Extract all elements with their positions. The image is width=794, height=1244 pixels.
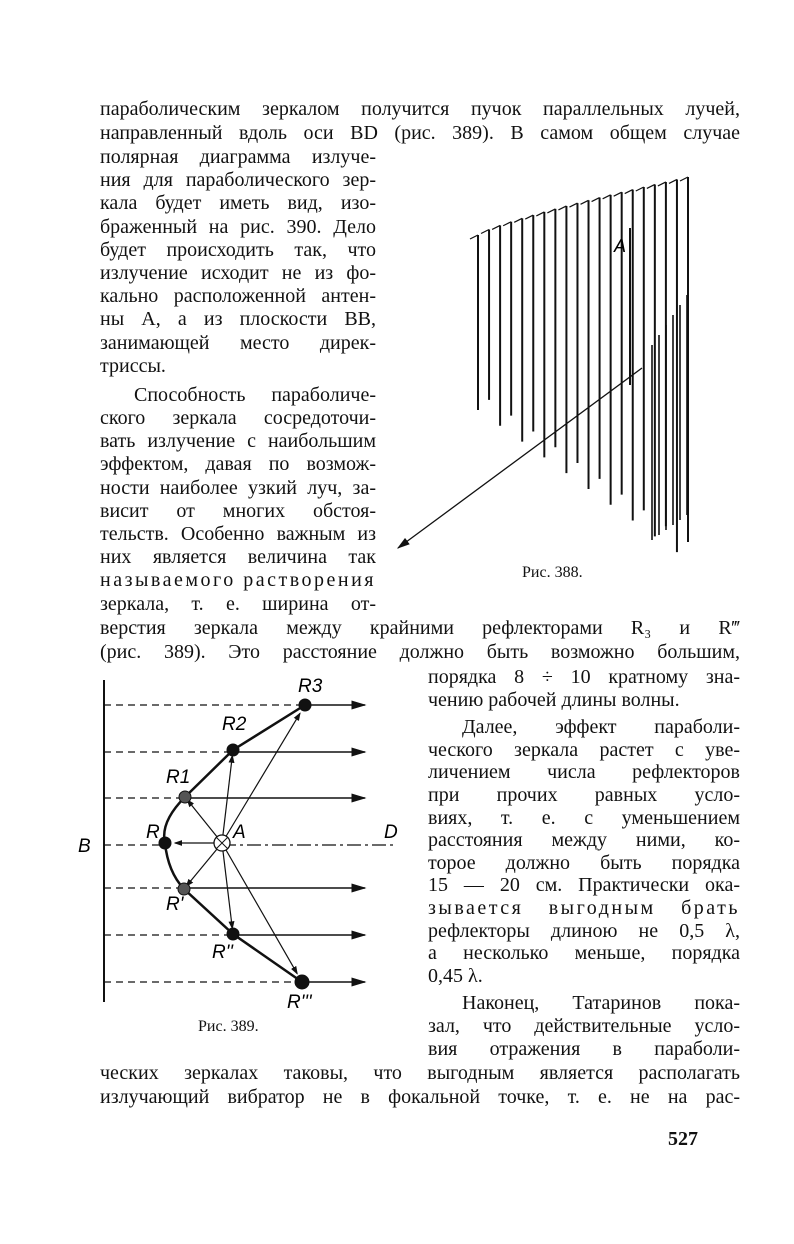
text-line: 15 — 20 см. Практически ока- (428, 874, 740, 897)
reflector-dot (159, 837, 171, 849)
label-a: A (233, 822, 246, 843)
label-r: R (146, 822, 160, 843)
text-line: зывается выгодным брать (428, 896, 740, 919)
text-line: направленный вдоль оси BD (рис. 389). В самом общем случае (100, 121, 740, 144)
text-line: излучение исходит не из фо- (100, 261, 376, 284)
text-line: а несколько меньше, порядка (428, 942, 740, 965)
reflector-dot (295, 975, 309, 989)
text-line: (рис. 389). Это расстояние должно быть возможно большим, (100, 640, 740, 663)
text-line: ческого зеркала растет с уве- (428, 738, 740, 761)
text-line: расстояния между ними, ко- (428, 829, 740, 852)
label-r1: R1 (166, 767, 191, 788)
text-line: них является величина так (100, 546, 376, 569)
page-number: 527 (668, 1128, 698, 1150)
text-line: зеркала, т. е. ширина от- (100, 592, 376, 615)
ray-from-a (222, 843, 232, 929)
text-line: вать излучение с наибольшим (100, 430, 376, 453)
text-line: личением числа рефлекторов (428, 761, 740, 784)
text-line: ского зеркала сосредоточи- (100, 407, 376, 430)
ray-from-a (222, 843, 297, 974)
reflector-dot (179, 791, 191, 803)
text-line: браженный на рис. 390. Дело (100, 215, 376, 238)
figure-389-caption: Рис. 389. (198, 1018, 259, 1035)
label-r2: R2 (222, 714, 247, 735)
text-line: верстия зеркала между крайними рефлекторами R₃ и R‴ (100, 617, 740, 639)
text-line: ния для параболического зер- (100, 169, 376, 192)
text-line: торое должно быть порядка (428, 851, 740, 874)
text-line: излучающий вибратор не в фокальной точке, т. е. не на рас- (100, 1085, 740, 1108)
text-line: кала будет иметь вид, изо- (100, 192, 376, 215)
text-line: при прочих равных усло- (428, 783, 740, 806)
text-line: триссы. (100, 354, 166, 377)
text-line: ности наиболее узкий луч, за- (100, 476, 376, 499)
text-line: занимающей место дирек- (100, 331, 376, 354)
text-line: висит от многих обстоя- (100, 499, 376, 522)
text-line: эффектом, давая по возмож- (100, 453, 376, 476)
text-line: Способность параболиче- (134, 383, 376, 406)
text-line: тельств. Особенно важным из (100, 523, 376, 545)
label-r-tprime: R''' (287, 992, 312, 1013)
figure-388-caption: Рис. 388. (522, 564, 583, 581)
text-line: параболическим зеркалом получится пучок параллельных лучей, (100, 98, 740, 120)
text-line: называемого растворения (100, 569, 376, 592)
reflector-dot (299, 699, 311, 711)
text-line: ческих зеркалах таковы, что выгодным является располагать (100, 1062, 740, 1084)
text-line: рефлекторы длиною не 0,5 λ, (428, 919, 740, 942)
antenna-label-a: A (614, 236, 627, 256)
text-line: будет происходить так, что (100, 238, 376, 261)
text-line: виях, т. е. с уменьшением (428, 806, 740, 829)
text-line: зал, что действительные усло- (428, 1014, 740, 1037)
text-line: вия отражения в параболи- (428, 1037, 740, 1060)
label-d: D (384, 822, 398, 843)
reflector-dot (227, 928, 239, 940)
text-line: ны A, а из плоскости BB, (100, 308, 376, 331)
text-line: 0,45 λ. (428, 964, 483, 987)
text-line: Наконец, Татаринов пока- (462, 992, 740, 1015)
label-b: B (78, 836, 91, 857)
label-r-prime: R' (166, 894, 184, 915)
text-line: Далее, эффект параболи- (462, 716, 740, 739)
label-r-dprime: R'' (212, 942, 233, 963)
text-line: кально расположенной антен- (100, 285, 376, 308)
label-r3: R3 (298, 676, 323, 697)
text-line: полярная диаграмма излуче- (100, 146, 376, 168)
ray-from-a (222, 756, 232, 843)
text-line: чению рабочей длины волны. (428, 688, 680, 711)
reflector-dot (227, 744, 239, 756)
text-line: порядка 8 ÷ 10 кратному зна- (428, 666, 740, 688)
